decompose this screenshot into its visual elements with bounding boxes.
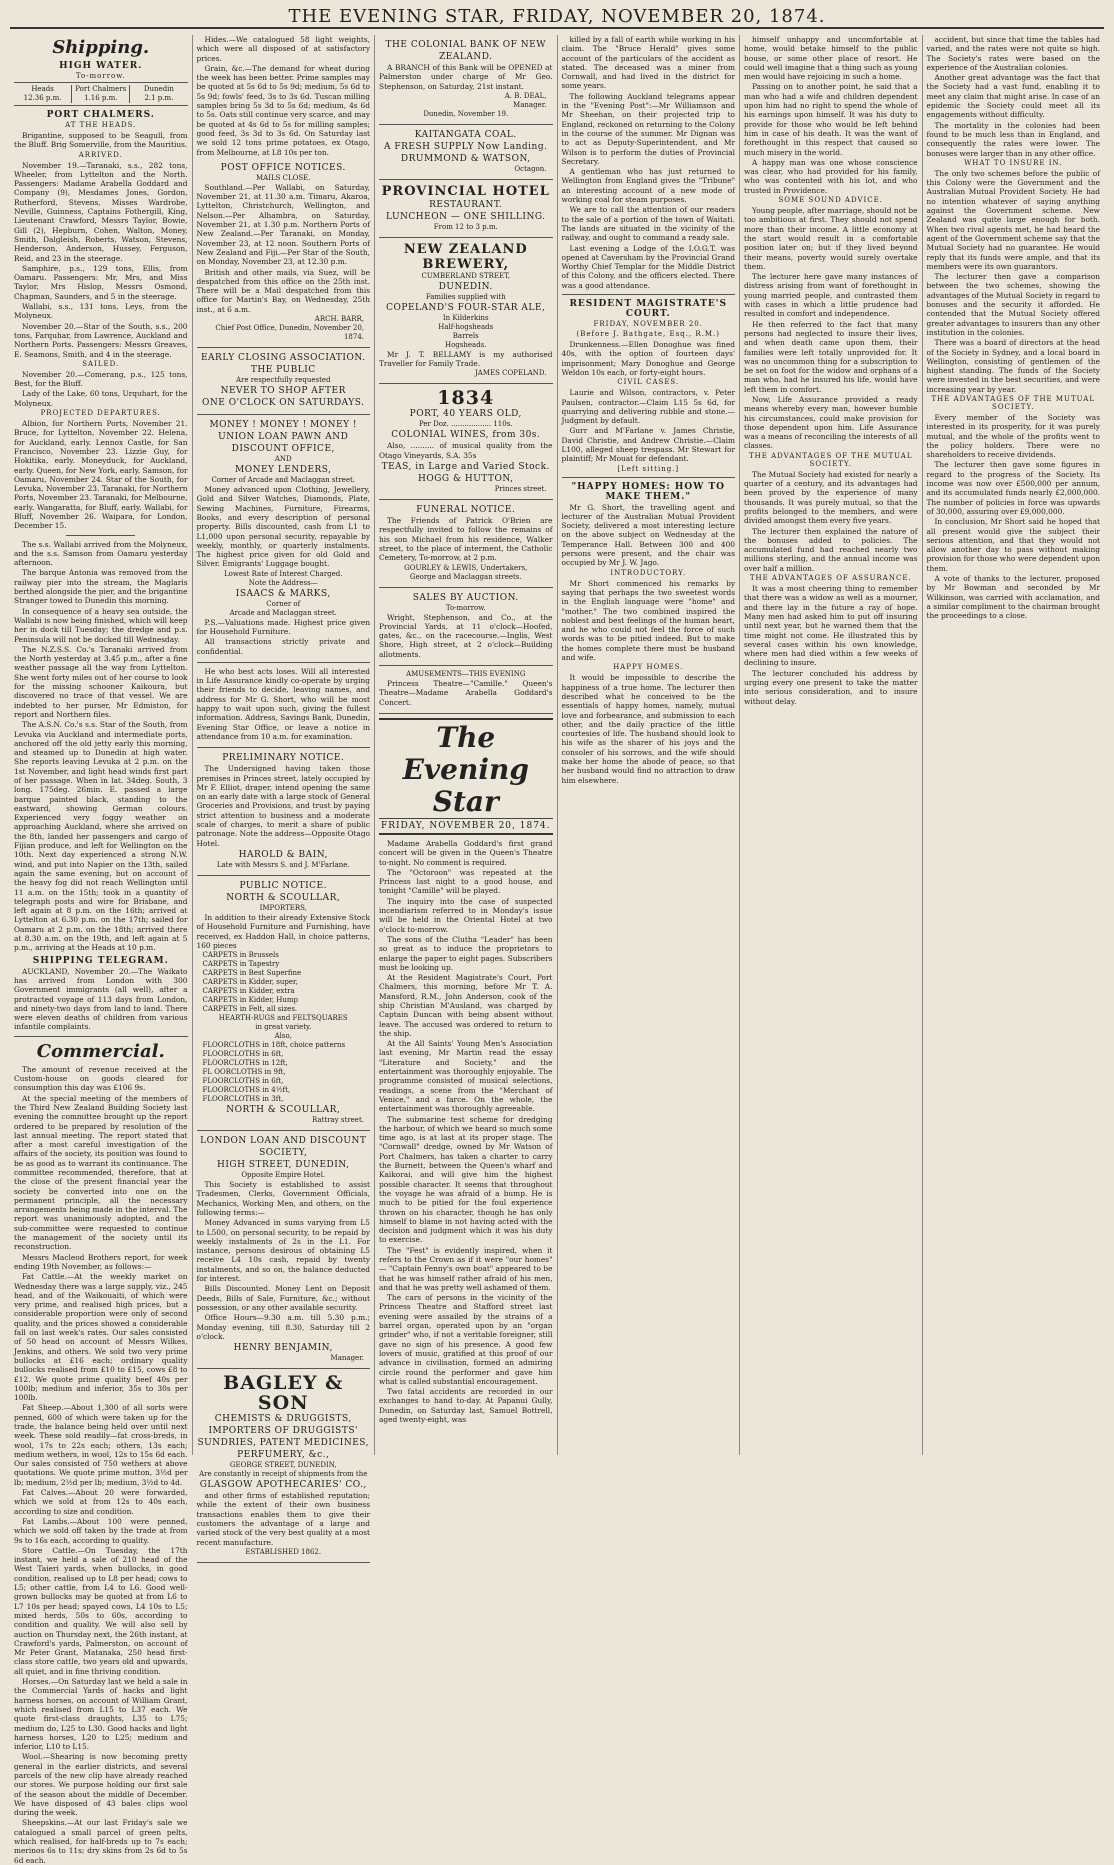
article-paragraph: There was a board of directors at the head of the Society in Sydney, and a local board in Wellington, consisting of gentlemen of the highest standing. The funds of the Society were invested in the best securities, and were increasing year by year.	[926, 338, 1100, 394]
article-paragraph: A vote of thanks to the lecturer, proposed by Mr Bowman and seconded by Mr Wilkinson, was carried with acclamation, and a similar compliment to the chairman brought the proceedings to a close.	[926, 574, 1100, 621]
article-paragraph: Every member of the Society was interested in its prosperity, for it was purely mutual, and the whole of the profits went to the policy holders. There were no shareholders to receive dividends.	[926, 412, 1100, 460]
masthead: THE EVENING STAR, FRIDAY, NOVEMBER 20, 1874.	[10, 5, 1104, 29]
section-heading-commercial: Commercial.	[36, 1040, 165, 1062]
article-paragraph: Laurie and Wilson, contractors, v. Peter Paulsen, contractor.—Claim L15 5s 6d, for quarrying and delivering rubble and stone.—Judgment by default.	[561, 388, 735, 426]
tide-heads: Heads 12.36 p.m.	[14, 85, 72, 103]
article-paragraph: A gentleman who has just returned to Wellington from England gives the "Tribune" an interesting account of a new mode of working coal for steam purposes.	[561, 167, 735, 205]
article-paragraph: Albion, for Northern Ports, November 21. Bruce, for Lyttelton, November 22. Helena, for Auckland, early. Lennox Castle, for San Francisco, November 23. Lizzie Guy, for Hokitika, early. Moneyduck, for Auckland, early. Queen, for New York, early. Samson, for Oamaru, November 24. Star of the South, for Levuka, November 23. Taranaki, for Northern Ports, November 23. Taranaki, for Melbourne, early. Wangaratta, for Bluff, early. Wallabi, for Bluff, November 26. Waipara, for London, December 15.	[14, 419, 188, 531]
article-paragraph: The mortality in the colonies had been found to be much less than in England, and consequently the rates were lower. The bonuses were larger than in any other office.	[926, 120, 1100, 158]
what-to-insure-heading: WHAT TO INSURE IN.	[964, 158, 1063, 167]
article-paragraph: In conclusion, Mr Short said he hoped that all present would give the subject their serious attention, and that they would not allow another day to pass without making provision for those who were dependent upon them.	[926, 517, 1100, 573]
article-paragraph: The lecturer then explained the nature of the bonuses added to policies. The accumulated fund had reached nearly two millions sterling, and the annual income was over half a million.	[744, 526, 918, 573]
court-date: FRIDAY, NOVEMBER 20.	[593, 320, 703, 329]
early-closing-ad: EARLY CLOSING ASSOCIATION. THE PUBLIC Are respectfully requested NEVER TO SHOP AFTER ONE O'CLOCK ON SATURDAYS.	[197, 348, 371, 415]
article-paragraph: The barque Antonia was removed from the railway pier into the stream, the Maglaris berthed alongside the pier, and the brigantine Stranger towed to Dunedin this morning.	[14, 568, 188, 606]
north-scoullar-ad: PUBLIC NOTICE. NORTH & SCOULLAR, IMPORTERS, In addition to their already Extensive Stock of Household Furniture and Furnishing, have received, ex Haddon Hall, in choice patterns, 160 pieces CARPETS in Brussels CARPETS in Tapestry CARPETS in Best Superfine CARPETS in Kidder, super, CARPETS in Kidder, extra CARPETS in Kidder, Hump CARPETS in Felt, all sizes. HEARTH-RUGS and FELTSQUARES in great variety. Also, FLOORCLOTHS in 18ft, choice patterns FLOORCLOTHS in 6ft, FLOORCLOTHS in 12ft, FL OORCLOTHS in 9ft, FLOORCLOTHS in 6ft, FLOORCLOTHS in 4½ft, FLOORCLOTHS in 3ft, NORTH & SCOULLAR, Rattray street.	[197, 876, 371, 1131]
article-paragraph: A happy man was one whose conscience was clear, who had provided for his family, who was contented with his lot, and who trusted in Providence.	[744, 157, 918, 195]
article-paragraph: Gurr and M'Farlane v. James Christie, David Christie, and Andrew Christie.—Claim L100, alleged sheep trespass. Mr Stewart for plaintiff; Mr Mouat for defendant.	[561, 426, 735, 464]
article-paragraph: Mr G. Short, the travelling agent and lecturer of the Australian Mutual Provident Society, delivered a most interesting lecture on the above subject on Wednesday at the Temperance Hall. Between 300 and 400 persons were present, and the chair was occupied by Mr J. W. Jago.	[561, 502, 735, 568]
article-paragraph: The Mutual Society had existed for nearly a quarter of a century, and its advantages had been proved by the experience of many thousands. It was purely mutual, so that the profits belonged to the members, and were divided amongst them every five years.	[744, 469, 918, 526]
tomorrow-label: To-morrow.	[75, 72, 126, 80]
column-4	[558, 35, 741, 1455]
port-chalmers-heading: PORT CHALMERS.	[46, 110, 155, 120]
article-paragraph: Fat Cattle.—At the weekly market on Wednesday there was a large supply, viz., 245 head, and of the Waikouaiti, of which were very prime, and realised high prices, but a considerable proportion were only of second quality, and the prices showed a considerable fall on last week's rates. Our sales consisted of 50 head on account of Messrs Wilkes, Jenkins, and others. We sold two very prime bullocks at £16 each; ordinary quality bullocks realised from £10 to £15, cows £8 to £12. We quote prime quality beef 40s per 100lb; medium and inferior, 35s to 30s per 100lb.	[14, 1272, 188, 1403]
tide-port-chalmers: Port Chalmers 1.16 p.m.	[72, 85, 130, 103]
article-paragraph: In consequence of a heavy sea outside, the Wallabi is now being finished, which will keep her in dock till Tuesday; the dredge and p.s. Peninsula will not be docked till Wednesday.	[14, 606, 188, 644]
article-paragraph: AUCKLAND, November 20.—The Waikato has arrived from London with 300 Government immigrants (all well), after a protracted voyage of 113 days from London, and ninety-two days from land to land. There were eleven deaths of children from various infantile complaints.	[14, 966, 188, 1032]
column-1	[10, 35, 193, 1865]
article-paragraph: accident, but since that time the tables had varied, and the rates were not quite so high. The Society's rates were based on the experience of the Australian colonies.	[926, 35, 1100, 72]
evening-star-nameplate: The Evening Star FRIDAY, NOVEMBER 20, 1874.	[379, 718, 553, 835]
post-office-notice: POST OFFICE NOTICES. MAILS CLOSE. Southland.—Per Wallabi, on Saturday, November 21, at 11.30 a.m. Timaru, Akaroa, Lyttelton, Christchurch, Wellington, and Nelson.—Per Alhambra, on Saturday, November 21, at 1.30 p.m. Northern Ports of New Zealand.—Per Taranaki, on Monday, November 23, at 12 noon. Southern Ports of New Zealand and Fiji.—Per Star of the South, on Monday, November 23, at 12.30 p.m. British and other mails, via Suez, will be despatched from this office on the 25th inst. There will be a Mail despatched from this office for Martin's Bay, on Wednesday, 25th inst., at 6 a.m. ARCH. BARR, Chief Post Office, Dunedin, November 20, 1874.	[197, 158, 371, 348]
article-paragraph: The N.Z.S.S. Co.'s Taranaki arrived from the North yesterday at 3.45 p.m., after a fine weather passage all the way from Lyttelton. She went forty miles out of her course to look for the missing schooner Kaikoura, but discovered no trace of that vessel. We are indebted to her purser, Mr Edmiston, for report and Northern files.	[14, 644, 188, 719]
article-paragraph: Fat Lambs.—About 100 were penned, which we sold off taken by the trade at from 9s to 16s each, according to quality.	[14, 1516, 188, 1545]
happy-homes-heading: "HAPPY HOMES: HOW TO MAKE THEM."	[571, 481, 725, 502]
hogg-hutton-ad: 1834 PORT, 40 YEARS OLD, Per Doz. .................. 110s. COLONIAL WINES, from 30s. Also, .......... of musical quality from the Otago Vineyards, S.A. 35s TEAS, in Large and Varied Stock. HOGG & HUTTON, Princes street.	[379, 384, 553, 500]
article-paragraph: Two fatal accidents are recorded in our exchanges to hand to-day. At Papanui Gully, Dunedin, on Saturday last, Samuel Bottrell, aged twenty-eight, was	[379, 1387, 553, 1425]
column-2	[193, 35, 376, 1556]
article-paragraph: Mr Short commenced his remarks by saying that perhaps the two sweetest words in the English language were "home" and "mother." The two combined inspired the noblest and best feelings of the human heart, and he who could not feel the force of such words was to be pitied indeed. But to make the homes complete there must be husband and wife.	[561, 578, 735, 663]
article-paragraph: He then referred to the fact that many persons had neglected to insure their lives, and when death came upon them, their families were left totally unprovided for. It was no uncommon thing for a subscription to be set on foot for the widow and orphans of a man who, had he insured his life, would have left them in comfort.	[744, 319, 918, 394]
amusements: AMUSEMENTS—THIS EVENING Princess Theatre—"Camille." Queen's Theatre—Madame Arabella Goddard's Concert.	[379, 666, 553, 714]
preliminary-notice-ad: PRELIMINARY NOTICE. The Undersigned having taken those premises in Princes street, lately occupied by Mr F. Elliot, draper, intend opening the same on an early date with a large stock of General Groceries and Provisions, and trust by paying strict attention to business and a moderate scale of charges, to merit a share of public patronage. Note the address—Opposite Otago Hotel. HAROLD & BAIN, Late with Messrs S. and J. M'Farlane.	[197, 748, 371, 876]
kaitangata-coal-ad: KAITANGATA COAL. A FRESH SUPPLY Now Landing. DRUMMOND & WATSON, Octagon.	[379, 125, 553, 180]
article-paragraph: At the special meeting of the members of the Third New Zealand Building Society last evening the committee brought up the report ordered to be prepared by resolution of the last annual meeting. The report stated that after a most careful investigation of the affairs of the society, its position was found to be as good as to warrant its continuance. The committee recommended, therefore, that at the close of the present financial year the society be converted into one on the permanent principle, all the necessary arrangements being made in the interval. The report was unanimously adopted, and the sub-committee were requested to continue the management of the society until its reconstruction.	[14, 1093, 188, 1252]
article-paragraph: himself unhappy and uncomfortable at home, would betake himself to the public house, or some other place of resort. He could well imagine that a thing such as young men would have rejoicing in such a home.	[744, 35, 918, 82]
article-paragraph: The "Octoroon" was repeated at the Princess last night to a good house, and tonight "Camille" will be played.	[379, 867, 553, 896]
article-paragraph: It was a most cheering thing to remember that there was a widow as well as a mourner, and there lay in the future a ray of hope. Many men had asked him to put off insuring until next year, but he warned them that the time might not come. He illustrated this by several cases within his own knowledge, where men had died within a few weeks of declining to insure.	[744, 584, 918, 668]
article-paragraph: Passing on to another point, he said that a man who had a wife and children dependent upon him had no right to spend the whole of his earnings upon himself. It was his duty to provide for those who would be left behind him in case of his death. It was the want of forethought in this respect that caused so much misery in the world.	[744, 82, 918, 157]
article-paragraph: Samphire, p.s., 129 tons, Ellis, from Oamaru. Passengers: Mr, Mrs, and Miss Taylor, Mrs Hislop, Messrs Osmond, Chapman, Saunders, and 5 in the steerage.	[14, 263, 188, 301]
article-paragraph: The "Fest" is evidently inspired, when it refers to the Crown as if it were "our homes" — "Captain Fenny's own boat" appeared to be that he was himself rather afraid of his men, and that he was pretty well ashamed of them.	[379, 1245, 553, 1292]
projected-departures-heading: PROJECTED DEPARTURES.	[40, 409, 161, 418]
article-paragraph: The lecturer concluded his address by urging every one present to take the matter into serious consideration, and to insure without delay.	[744, 668, 918, 706]
article-paragraph: At the All Saints' Young Men's Association last evening, Mr Martin read the essay "Literature and Society," and the entertainment was thoroughly enjoyable. The programme consisted of musical selections, readings, a scene from the "Merchant of Venice," and a farce. On the whole, the entertainment was thoroughly agreeable.	[379, 1039, 553, 1114]
article-paragraph: Wallabi, s.s., 131 tons, Leys, from the Molyneux.	[14, 302, 188, 321]
life-assurance-ad: He who best acts loses. Will all interested in Life Assurance kindly co-operate by urging their friends to decide, leaving names, and address for Mr G. Short, who will be most happy to wait upon such, giving the fullest information. Address, Savings Bank, Dunedin, Evening Star Office, or leave a notice in attendance from 10 a.m. for examination.	[197, 663, 371, 748]
sailed-heading: SAILED.	[82, 359, 120, 368]
article-paragraph: Lady of the Lake, 60 tons, Urquhart, for the Molyneux.	[14, 389, 188, 408]
article-paragraph: It would be impossible to describe the happiness of a true home. The lecturer then described what he conceived to be the essentials of happy homes, namely, mutual love and forbearance, and submission to each other, and the daily practice of the little courtesies of life. The husband should look to his wife as the sharer of his joys and the consoler of his sorrows, and the wife should make her home the abode of peace, so that her husband would find no attraction to draw him elsewhere.	[561, 673, 735, 785]
article-paragraph: We are to call the attention of our readers to the sale of a portion of the town of Waitati. The lands are situated in the vicinity of the railway, and ought to command a ready sale.	[561, 205, 735, 243]
columns	[10, 35, 1104, 1865]
article-paragraph: Sheepskins.—At our last Friday's sale we catalogued a small parcel of green pelts, which realised, for half-breds up to 7s each; merinos 6s to 11s; dry skins from 2s 6d to 5s 6d each.	[14, 1818, 188, 1865]
article-paragraph: Horses.—On Saturday last we held a sale in the Commercial Yards of hacks and light harness horses, on account of William Grant, which realised from L15 to L37 each. We quote first-class draughts, L35 to L75; medium do, L25 to L30. Good hacks and light harness horses, L20 to L25; medium and inferior, L10 to L15.	[14, 1677, 188, 1752]
article-paragraph: Store Cattle.—On Tuesday, the 17th instant, we held a sale of 210 head of the West Taieri yards, when bullocks, in good condition, realised up to L8 per head; cows to L5; other cattle, from L4 to L6. Good well-grown bullocks may be quoted at from L6 to L7 10s per head; spayed cows, L4 10s to L5; mixed herds, 50s to 60s, according to condition and quality. We will also sell by auction on Thursday next, the 26th instant, at Crawford's yards, Palmerston, on account of Mr Peter Grant, Matanaka, 250 head first-class store cattle, two years old and upwards, all quiet, and in fine thriving condition.	[14, 1545, 188, 1676]
article-paragraph: Messrs Macleod Brothers report, for week ending 19th November, as follows:—	[14, 1252, 188, 1271]
happy-homes-subheading: HAPPY HOMES.	[613, 663, 684, 672]
article-paragraph: The A.S.N. Co.'s s.s. Star of the South, from Levuka via Auckland and intermediate ports, anchored off the old jetty early this morning, and steamed up to Dunedin at high water. She reports leaving Levuka at 2 p.m. on the 1st November, and light head winds first part of her passage. When in lat. 34deg. South, 3 long. 175deg. 26min. E. passed a large barque painted black, standing to the eastward, showing German colours. Experienced very foggy weather on approaching Auckland, where she arrived on the 8th, landed her passengers and cargo of Fijian produce, and left for Wellington on the 10th. Next day experienced a strong N.W. wind, and put into Napier on the 13th, sailed again the same evening, but on account of the heavy fog did not reach Wellington until 11 a.m. on the 15th; took in a quantity of telegraph posts and wire for Brisbane, and left again at 8 p.m. on the 16th; arrived at Lyttelton at 6.30 p.m. on the 17th; sailed for Oamaru at 2 p.m. on the 18th; arrived there at 8.30 a.m. on the 19th, and left again at 5 p.m., arriving at the Heads at 10 p.m.	[14, 720, 188, 953]
article-paragraph: Fat Sheep.—About 1,300 of all sorts were penned, 600 of which were taken up for the trade, the balance being held over until next week. These sold readily—fat cross-breds, in wool, 17s to 22s each; others, 13s each; medium wethers, in wool, 12s to 15s 6d each. Our sales consisted of 750 wethers at above quotations. We quote prime mutton, 3½d per lb; medium, 2½d per lb; medium, 3½d to 4d.	[14, 1403, 188, 1487]
column-5	[740, 35, 923, 1455]
shipping-telegram-heading: SHIPPING TELEGRAM.	[32, 955, 169, 966]
introductory-heading: INTRODUCTORY.	[610, 568, 687, 577]
court-magistrate: (Before J. Bathgate, Esq., R.M.)	[576, 330, 720, 339]
article-paragraph: November 20.—Star of the South, s.s., 200 tons, Farquhar, from Lawrence, Auckland and Northern Ports. Passengers: Messrs Greaves, E. Seamons, Smith, and 4 in the steerage.	[14, 321, 188, 359]
sound-advice-heading: SOME SOUND ADVICE.	[778, 196, 883, 205]
column-6	[923, 35, 1105, 1455]
article-paragraph: Young people, after marriage, should not be too ambitious at first. They should not spend more than their income. A little economy at the start would result in a comfortable position later on; but if they lived beyond their means, poverty would surely overtake them.	[744, 206, 918, 271]
article-paragraph: Fat Calves.—About 20 were forwarded, which we sold at from 12s to 40s each, according to size and condition.	[14, 1488, 188, 1516]
tide-table	[14, 82, 188, 106]
article-paragraph: November 20.—Comerang, p.s., 125 tons, Best, for the Bluff.	[14, 369, 188, 389]
article-paragraph: Last evening a Lodge of the I.O.G.T. was opened at Caversham by the Provincial Grand Worthy Chief Templar for the Middle District of this Colony, and the officers elected. There was a good attendance.	[561, 243, 735, 290]
assurance-heading: THE ADVANTAGES OF ASSURANCE.	[749, 574, 912, 583]
bagley-son-ad: BAGLEY & SON CHEMISTS & DRUGGISTS, IMPORTERS OF DRUGGISTS' SUNDRIES, PATENT MEDICINES, PERFUMERY, &c., GEORGE STREET, DUNEDIN, Are constantly in receipt of shipments from the GLASGOW APOTHECARIES' CO., and other firms of established reputation; while the extent of their own business transactions enables them to give their customers the advantage of a large and varied stock of the very best quality at a most recent manufacture. ESTABLISHED 1862.	[197, 1369, 371, 1563]
article-paragraph: Hides.—We catalogued 58 light weights, which were all disposed of at satisfactory prices.	[196, 35, 370, 63]
article-paragraph: The submarine test scheme for dredging the harbour, of which we heard so much some time ago, is at last at its proper stage. The "Cornwall" dredge, owned by Mr Watson of Port Chalmers, has taken a charter to carry the Burnett, between the Queen's wharf and Kaikorai, and will give him the highest possible character. It seems that throughout the voyage he was afraid of a bump. He is much to be pitied for the foul experience thrown on his character, though he has only himself to blame in not having acted with the decision and judgment which it was his duty to exercise.	[379, 1114, 553, 1245]
tide-dunedin: Dunedin 2.1 p.m.	[143, 85, 174, 102]
funeral-notice: FUNERAL NOTICE. The Friends of Patrick O'Brien are respectfully invited to follow the remains of his son Michael from his residence, Walker street, to the place of interment, the Catholic Cemetery, To-morrow, at 2 p.m. GOURLEY & LEWIS, Undertakers, George and Maclaggan streets.	[379, 500, 553, 587]
resident-magistrate-heading: RESIDENT MAGISTRATE'S COURT.	[569, 299, 728, 320]
colonial-bank-ad: THE COLONIAL BANK OF NEW ZEALAND. A BRANCH of this Bank will be OPENED at Palmerston under charge of Mr Geo. Stephenson, on Saturday, 21st instant. A. B. DEAL, Manager. Dunedin, November 19.	[379, 35, 553, 125]
article-paragraph: The sons of the Clutha "Leader" has been so great as to induce the proprietors to enlarge the paper to eight pages. Subscribers must be looking up.	[379, 934, 553, 972]
sales-by-auction: SALES BY AUCTION. To-morrow. Wright, Stephenson, and Co., at the Provincial Yards, at 11 o'clock—Hoofed, gates, &c., on the racecourse.—Inglis, West Shore, High street, at 2 o'clock—Building allotments.	[379, 588, 553, 666]
article-paragraph: Madame Arabella Goddard's first grand concert will be given in the Queen's Theatre to-night. No comment is required.	[379, 838, 553, 867]
civil-cases-heading: CIVIL CASES.	[617, 378, 680, 387]
article-paragraph: The amount of revenue received at the Custom-house on goods cleared for consumption this day was £106 9s.	[14, 1064, 188, 1093]
at-the-heads-heading: AT THE HEADS.	[65, 121, 137, 129]
article-paragraph: The inquiry into the case of suspected incendiarism referred to in Monday's issue will be held in the Oriental Hotel at two o'clock to-morrow.	[379, 896, 553, 934]
left-sitting: [Left sitting.]	[617, 464, 680, 473]
provincial-hotel-ad: PROVINCIAL HOTEL RESTAURANT. LUNCHEON — ONE SHILLING. From 12 to 3 p.m.	[379, 180, 553, 238]
column-3	[375, 35, 558, 1455]
high-water-heading: HIGH WATER.	[59, 61, 143, 71]
article-paragraph: killed by a fall of earth while working in his claim. The "Bruce Herald" gives some account of the particulars of the accident as stated. The deceased was a miner from Cornwall, and had lived in the district for some years.	[561, 35, 735, 91]
mutual-society-heading: THE ADVANTAGES OF THE MUTUAL SOCIETY.	[748, 451, 913, 468]
mutual-society-heading-2: THE ADVANTAGES OF THE MUTUAL SOCIETY.	[931, 394, 1096, 411]
article-paragraph: The cars of persons in the vicinity of the Princess Theatre and Stafford street last evening were assailed by the strains of a barrel organ, operated upon by an "organ grinder" who, if not a veritable foreigner, still gave no sign of his presence. A good few lovers of music, gratified at this proof of our advance in civilisation, formed an admiring circle round the performer and gave him what is called substantial encouragement.	[379, 1293, 553, 1386]
union-loan-ad: MONEY ! MONEY ! MONEY ! UNION LOAN PAWN AND DISCOUNT OFFICE, AND MONEY LENDERS, Corner of Arcade and Maclaggan street. Money advanced upon Clothing, Jewellery, Gold and Silver Watches, Diamonds, Plate, Sewing Machines, Furniture, Firearms, Books, and every description of personal property. Bills discounted, cash from L1 to L1,000 upon personal security, repayable by weekly, monthly, or quarterly instalments. The highest price given for old Gold and Silver. Emigrants' Luggage bought. Lowest Rate of Interest Charged. Note the Address— ISAACS & MARKS, Corner of Arcade and Maclaggan street. P.S.—Valuations made. Highest price given for Household Furniture. All transactions strictly private and confidential.	[197, 415, 371, 663]
article-paragraph: Now, Life Assurance provided a ready means whereby every man, however humble his circumstances, could make provision for those dependent upon him. Life Assurance was a means of reconciling the interests of all classes.	[744, 394, 918, 451]
article-paragraph: The s.s. Wallabi arrived from the Molyneux, and the s.s. Samson from Oamaru yesterday afternoon.	[14, 539, 188, 568]
article-paragraph: The only two schemes before the public of this Colony were the Government and the Australian Mutual Provident Society. He had no intention whatever of saying anything against the Government scheme. New Zealand was quite large enough for both. When two rival agents met, he had heard the agent of the Government scheme say that the Mutual Society had no guarantee. He would reply that its funds were ample, and that its members were its own guarantors.	[926, 168, 1100, 271]
london-loan-ad: LONDON LOAN AND DISCOUNT SOCIETY, HIGH STREET, DUNEDIN, Opposite Empire Hotel. This Society is established to assist Tradesmen, Clerks, Government Officials, Mechanics, Working Men, and others, on the following terms:— Money Advanced in sums varying from L5 to L500, on personal security, to be repaid by weekly instalments of 2s in the L1. For instance, persons desirous of obtaining L5 receive L4 10s cash, repaid by twenty instalments, and so on, the balance deducted for interest. Bills Discounted. Money Lent on Deposit Deeds, Bills of Sale, Furniture, &c.; without possession, or any other available security. Office Hours—9.30 a.m. till 5.30 p.m.; Monday evening, till 8.30, Saturday till 2 o'clock. HENRY BENJAMIN, Manager.	[197, 1131, 371, 1369]
arrived-heading: ARRIVED.	[78, 150, 123, 159]
article-paragraph: The lecturer here gave many instances of distress arising from want of forethought in young married people, and contrasted them with cases in which a little prudence had resulted in comfort and independence.	[744, 272, 918, 319]
article-paragraph: The lecturer then gave a comparison between the two schemes, showing the advantages of the Mutual Society in regard to bonuses and the security it afforded. He contended that the Mutual Society offered greater advantages to insurers than any other institution in the colonies.	[926, 272, 1100, 337]
article-paragraph: Brigantine, supposed to be Seagull, from the Bluff. Brig Somerville, from the Mauritius.	[14, 131, 188, 150]
article-paragraph: At the Resident Magistrate's Court, Port Chalmers, this morning, before Mr T. A. Mansford, R.M., John Anderson, cook of the ship Christian M'Ausland, was charged by Captain Duncan with being absent without leave. The accused was ordered to return to the ship.	[379, 973, 553, 1038]
article-paragraph: Grain, &c.—The demand for wheat during the week has been better. Prime samples may be quoted at 5s 6d to 5s 9d; medium, 5s 6d to 5s 9d; fowls' feed, 3s to 3s 6d. Tuscan milling samples bring 5s 3d to 5s 6d; medium, 4s 6d to 5s. Oats still continue very scarce, and may be quoted at 4s 6d to 5s for milling samples; good feed, 3s 3d to 3s 6d. On Saturday last we sold 12 tons prime potatoes, ex Otago, from Melbourne, at L8 10s per ton.	[196, 63, 370, 157]
article-paragraph: Wool.—Shearing is now becoming pretty general in the earlier districts, and several parcels of the new clip have already reached our stores. We purpose holding our first sale of the season about the middle of December. We have disposed of 43 bales clips wool during the week.	[14, 1752, 188, 1818]
article-paragraph: The lecturer then gave some figures in regard to the progress of the Society. Its income was now over £500,000 per annum, and its accumulated funds nearly £2,000,000. The number of policies in force was upwards of 30,000, assuring over £9,000,000.	[926, 460, 1100, 516]
article-paragraph: Drunkenness.—Ellen Donoghue was fined 40s, with the option of fourteen days' imprisonment; Mary Donoghue and George Weldon 10s each, or forty-eight hours.	[561, 340, 735, 377]
article-paragraph: The following Auckland telegrams appear in the "Evening Post":—Mr Williamson and Mr Sheehan, on their projected trip to England, reckoned on returning to the Colony in the course of the summer. Mr Dignan was to act as Deputy-Superintendent, and Mr Wilson is to perform the duties of Provincial Secretary.	[561, 91, 735, 166]
article-paragraph: Another great advantage was the fact that the Society had a vast fund, enabling it to meet any claim that might arise. In case of an epidemic the Society could meet all its engagements without difficulty.	[926, 73, 1100, 120]
section-heading-shipping: Shipping.	[52, 37, 150, 58]
article-paragraph: November 19.—Taranaki, s.s., 282 tons, Wheeler, from Lyttelton and the North. Passengers: Madame Arabella Goddard and Company (9), Mesdames Jones, Gordon, Rutherford, Stevens, Misses Wardrobe, Neville, Guinness, Captains Fothergill, King, Lieutenant Crawford, Messrs Taylor, Bowie, Gill (2), Hepburn, Cohen, Walton, Money, Smith, Dalgleish, Roberts, Watson, Stevens, Henderson, Anderson, Hussey, Ferguson, Reid, and 23 in the steerage.	[14, 160, 188, 263]
nz-brewery-ad: NEW ZEALAND BREWERY, CUMBERLAND STREET, DUNEDIN. Families supplied with COPELAND'S FOUR-STAR ALE, In Kilderkins Half-hogsheads Barrels Hogsheads. Mr J. T. BELLAMY is my authorised Traveller for Family Trade. JAMES COPELAND.	[379, 238, 553, 385]
